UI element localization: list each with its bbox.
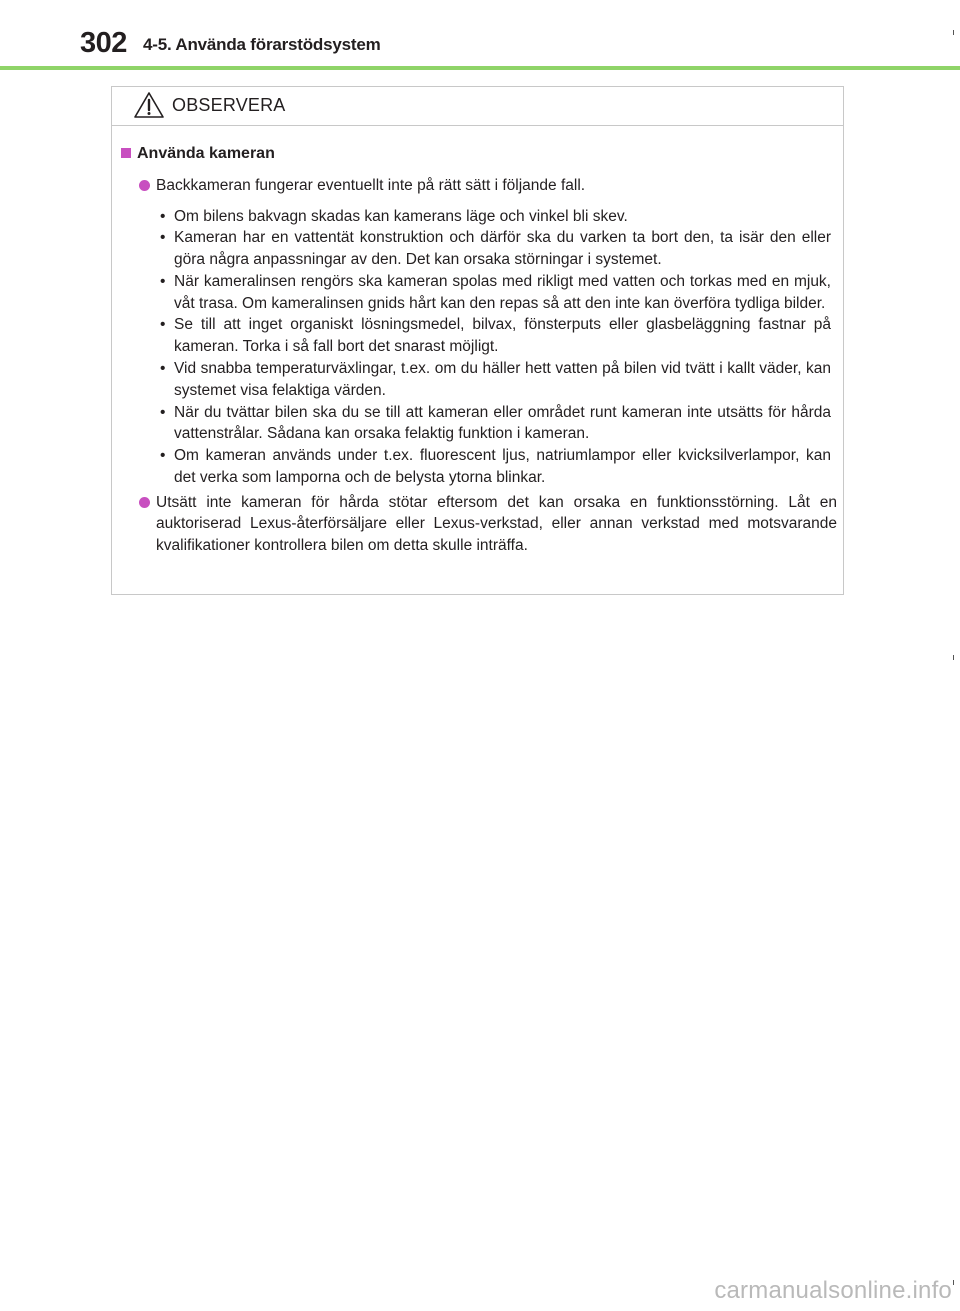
section-title: 4-5. Använda förarstödsystem (143, 35, 381, 54)
list-item-text: Utsätt inte kameran för hårda stötar eftersom det kan orsaka en funktionsstörning. Låt en auktoriserad Lexus-återförsäljare eller Lexus-verkstad, eller annan verkstad med motsvarande kvalifikationer kontrollera bilen om detta skulle inträffa. (156, 493, 837, 554)
sub-list-item (112, 314, 845, 358)
sub-list-item-text: Om bilens bakvagn skadas kan kamerans läge och vinkel bli skev. (174, 207, 628, 225)
bullet-icon: • (160, 272, 166, 290)
bullet-icon: • (160, 229, 166, 247)
notice-box (111, 86, 844, 595)
sub-list-item (112, 206, 845, 228)
sub-list-item-text: När kameralinsen rengörs ska kameran spolas med rikligt med vatten och torkas med en mjuk, våt trasa. Om kameralinsen gnids hårt kan den repas så att den inte kan överföra tydliga bilder. (174, 272, 831, 312)
bullet-icon: • (160, 316, 166, 334)
sub-list-item (112, 271, 845, 315)
dot-bullet-icon (139, 180, 150, 191)
subheading (112, 143, 845, 167)
page-header (0, 0, 960, 70)
watermark: carmanualsonline.info (714, 1277, 952, 1304)
list-item (112, 175, 845, 197)
header-rule (0, 66, 960, 70)
sub-list-item (112, 227, 845, 271)
notice-header (112, 87, 843, 126)
bullet-icon: • (160, 403, 166, 421)
sub-list-item-text: Om kameran används under t.ex. fluorescent ljus, natriumlampor eller kvicksilverlampor, kan det verka som lamporna och de belysta ytorna blinkar. (174, 447, 831, 487)
square-bullet-icon (121, 148, 131, 158)
sub-list (112, 206, 845, 489)
list-item-text: Backkameran fungerar eventuellt inte på rätt sätt i följande fall. (156, 177, 586, 194)
notice-title: OBSERVERA (172, 95, 286, 115)
sub-list-item-text: Se till att inget organiskt lösningsmedel, bilvax, fönsterputs eller glasbeläggning fastnar på kameran. Torka i så fall bort det snarast möjligt. (174, 316, 831, 356)
sub-list-item (112, 402, 845, 446)
sub-list-item (112, 445, 845, 489)
sub-list-item-text: När du tvättar bilen ska du se till att kameran eller området runt kameran inte utsätts för hårda vattenstrålar. Sådana kan orsaka felaktig funktion i kameran. (174, 403, 831, 443)
dot-bullet-icon (139, 497, 150, 508)
crop-mark (953, 1280, 954, 1285)
page-number: 302 (80, 27, 127, 59)
subheading-text: Använda kameran (137, 145, 275, 162)
notice-body (112, 143, 845, 556)
sub-list-item-text: Kameran har en vattentät konstruktion och därför ska du varken ta bort den, ta isär den eller göra några anpassningar av den. Det kan orsaka störningar i systemet. (174, 229, 831, 269)
crop-mark (953, 30, 954, 35)
bullet-icon: • (160, 207, 166, 225)
bullet-icon: • (160, 360, 166, 378)
sub-list-item-text: Vid snabba temperaturväxlingar, t.ex. om du häller hett vatten på bilen vid tvätt i kallt väder, kan systemet visa felaktiga värden. (174, 360, 831, 399)
warning-triangle-icon (133, 91, 165, 119)
list-item (112, 492, 845, 557)
bullet-icon: • (160, 447, 166, 465)
crop-mark (953, 655, 954, 660)
sub-list-item (112, 358, 845, 402)
